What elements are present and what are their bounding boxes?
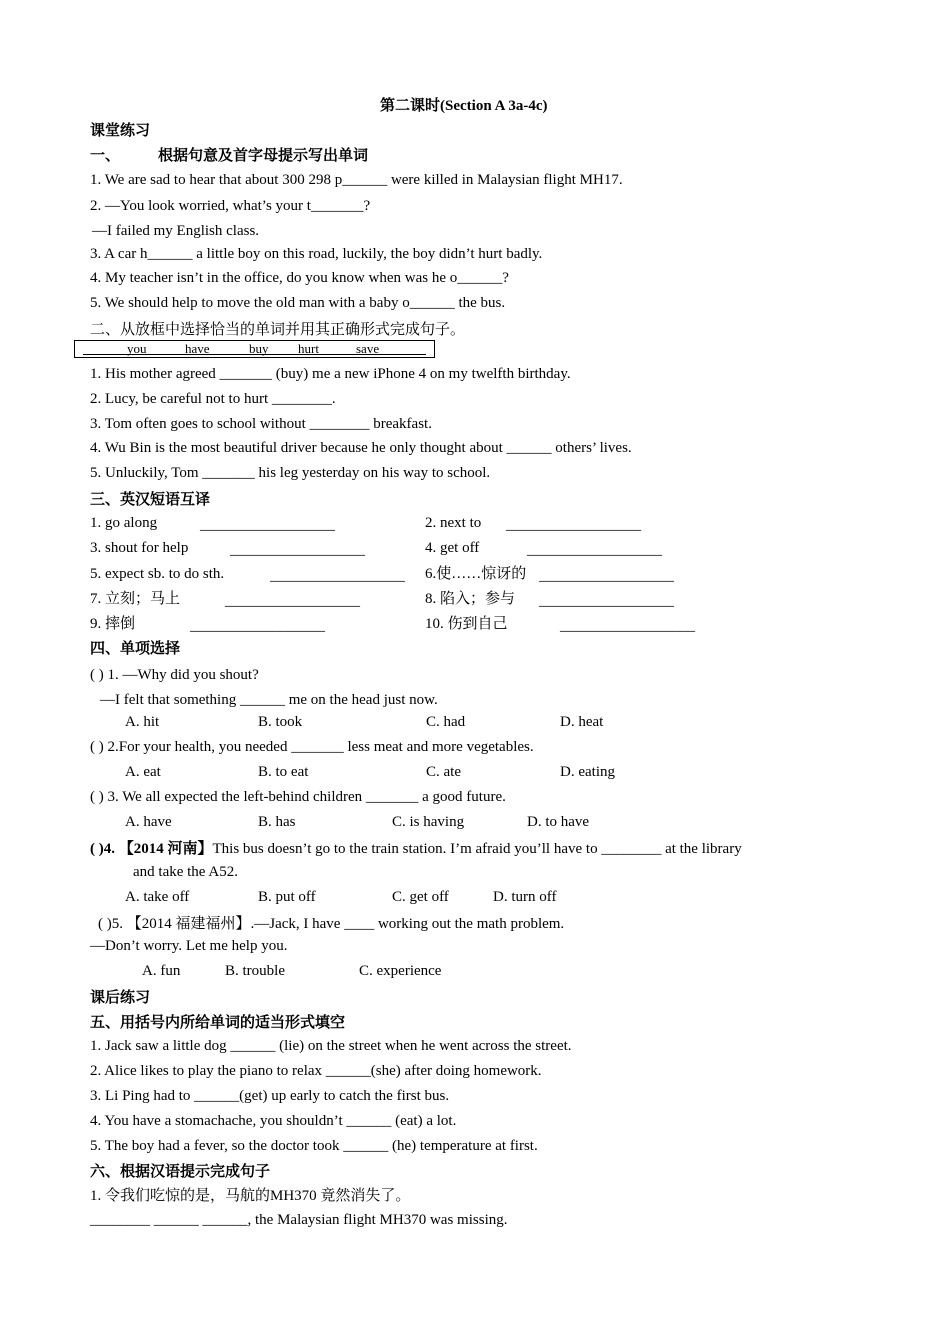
- phrase-blank: __________________: [225, 593, 360, 609]
- s2-q1: 1. His mother agreed _______ (buy) me a new iPhone 4 on my twelfth birthday.: [90, 366, 571, 382]
- mc-q3-option-c: C. is having: [392, 814, 465, 830]
- phrase-item: 7. 立刻；马上: [90, 591, 181, 607]
- s5-heading: 五、用括号内所给单词的适当形式填空: [90, 1015, 346, 1031]
- mc-q2-option-b: B. to eat: [258, 764, 309, 780]
- after-class-heading: 课后练习: [90, 990, 151, 1006]
- mc-q5-stem: [98, 914, 564, 934]
- phrase-item: 6.使……惊讶的: [425, 566, 527, 582]
- s5-q4: 4. You have a stomachache, you shouldn’t ______ (eat) a lot.: [90, 1113, 457, 1129]
- mc-q2-stem: ( ) 2.For your health, you needed _______ less meat and more vegetables.: [90, 739, 534, 755]
- phrase-blank: __________________: [190, 618, 325, 634]
- mc-q4-option-b: B. put off: [258, 889, 316, 905]
- phrase-blank: __________________: [560, 618, 695, 634]
- s5-q5: 5. The boy had a fever, so the doctor took ______ (he) temperature at first.: [90, 1138, 538, 1154]
- phrase-blank: __________________: [230, 542, 365, 558]
- phrase-item: 9. 摔倒: [90, 616, 136, 632]
- mc-q1-option-c: C. had: [426, 714, 466, 730]
- phrase-blank: __________________: [527, 542, 662, 558]
- mc-q5-prefix: ( )5. 【2014 福建福州】: [98, 916, 251, 932]
- s3-heading: 三、英汉短语互译: [90, 492, 211, 508]
- s1-number: 一、: [90, 148, 121, 164]
- mc-q4-option-d: D. turn off: [493, 889, 557, 905]
- mc-q5-option-a: A. fun: [142, 963, 181, 979]
- mc-q5-option-c: C. experience: [359, 963, 442, 979]
- s1-q1: 1. We are sad to hear that about 300 298 p______ were killed in Malaysian flight MH17.: [90, 172, 623, 188]
- s2-q3: 3. Tom often goes to school without ________ breakfast.: [90, 416, 432, 432]
- s2-q5: 5. Unluckily, Tom _______ his leg yesterday on his way to school.: [90, 465, 491, 481]
- mc-q2-option-a: A. eat: [125, 764, 161, 780]
- mc-q1-stem-2: —I felt that something ______ me on the head just now.: [100, 692, 438, 708]
- phrase-blank: __________________: [200, 517, 335, 533]
- mc-q3-option-b: B. has: [258, 814, 296, 830]
- s1-heading: 根据句意及首字母提示写出单词: [158, 148, 369, 164]
- s5-q1: 1. Jack saw a little dog ______ (lie) on the street when he went across the street.: [90, 1038, 572, 1054]
- s1-q3: 3. A car h______ a little boy on this road, luckily, the boy didn’t hurt badly.: [90, 246, 543, 262]
- phrase-item: 1. go along: [90, 515, 158, 531]
- word-box-item: hurt: [298, 341, 319, 356]
- mc-q4-option-c: C. get off: [392, 889, 449, 905]
- word-box-item: have: [185, 341, 210, 356]
- s1-q2-answer: —I failed my English class.: [92, 223, 260, 239]
- mc-q1-option-b: B. took: [258, 714, 303, 730]
- s2-heading: 二、从放框中选择恰当的单词并用其正确形式完成句子。: [90, 322, 466, 338]
- phrase-blank: __________________: [539, 593, 674, 609]
- s5-q3: 3. Li Ping had to ______(get) up early to catch the first bus.: [90, 1088, 450, 1104]
- mc-q2-option-c: C. ate: [426, 764, 461, 780]
- word-box: [74, 340, 435, 358]
- phrase-item: 5. expect sb. to do sth.: [90, 566, 225, 582]
- s2-q2: 2. Lucy, be careful not to hurt ________.: [90, 391, 336, 407]
- mc-q5-stem-text: .—Jack, I have ____ working out the math problem.: [250, 916, 565, 932]
- s1-q5: 5. We should help to move the old man with a baby o______ the bus.: [90, 295, 506, 311]
- word-box-item: buy: [249, 341, 269, 356]
- s1-q2: 2. —You look worried, what’s your t_______?: [90, 198, 371, 214]
- mc-q1-option-a: A. hit: [125, 714, 160, 730]
- phrase-item: 10. 伤到自己: [425, 616, 508, 632]
- s6-heading: 六、根据汉语提示完成句子: [90, 1164, 271, 1180]
- page-title: 第二课时(Section A 3a-4c): [380, 98, 548, 114]
- phrase-item: 2. next to: [425, 515, 482, 531]
- mc-q1-option-d: D. heat: [560, 714, 604, 730]
- s2-q4: 4. Wu Bin is the most beautiful driver because he only thought about ______ others’ lives.: [90, 440, 632, 456]
- phrase-item: 3. shout for help: [90, 540, 189, 556]
- phrase-item: 8. 陷入；参与: [425, 591, 516, 607]
- phrase-item: 4. get off: [425, 540, 480, 556]
- mc-q5-stem-2: —Don’t worry. Let me help you.: [90, 938, 288, 954]
- mc-q4-stem-text: This bus doesn’t go to the train station. I’m afraid you’ll have to ________ at the library: [212, 841, 742, 857]
- mc-q4-option-a: A. take off: [125, 889, 190, 905]
- mc-q3-stem: ( ) 3. We all expected the left-behind children _______ a good future.: [90, 789, 506, 805]
- class-practice-heading: 课堂练习: [90, 123, 151, 139]
- mc-q3-option-d: D. to have: [527, 814, 590, 830]
- mc-q3-option-a: A. have: [125, 814, 172, 830]
- word-box-item: save: [356, 341, 380, 356]
- word-box-item: you: [127, 341, 147, 356]
- phrase-blank: __________________: [539, 568, 674, 584]
- mc-q4-stem: [90, 839, 742, 859]
- mc-q2-option-d: D. eating: [560, 764, 615, 780]
- s4-heading: 四、单项选择: [90, 641, 181, 657]
- phrase-blank: __________________: [506, 517, 641, 533]
- s5-q2: 2. Alice likes to play the piano to relax ______(she) after doing homework.: [90, 1063, 542, 1079]
- word-box-underline: [83, 354, 426, 355]
- s1-q4: 4. My teacher isn’t in the office, do you know when was he o______?: [90, 270, 509, 286]
- mc-q4-prefix: ( )4. 【2014 河南】: [90, 841, 213, 857]
- mc-q1-stem: ( ) 1. —Why did you shout?: [90, 667, 259, 683]
- mc-q4-stem-2: and take the A52.: [133, 864, 238, 880]
- s6-q1-answer: ________ ______ ______, the Malaysian flight MH370 was missing.: [90, 1212, 508, 1228]
- mc-q5-option-b: B. trouble: [225, 963, 285, 979]
- s6-q1: 1. 令我们吃惊的是，马航的MH370 竟然消失了。: [90, 1188, 411, 1204]
- phrase-blank: __________________: [270, 568, 405, 584]
